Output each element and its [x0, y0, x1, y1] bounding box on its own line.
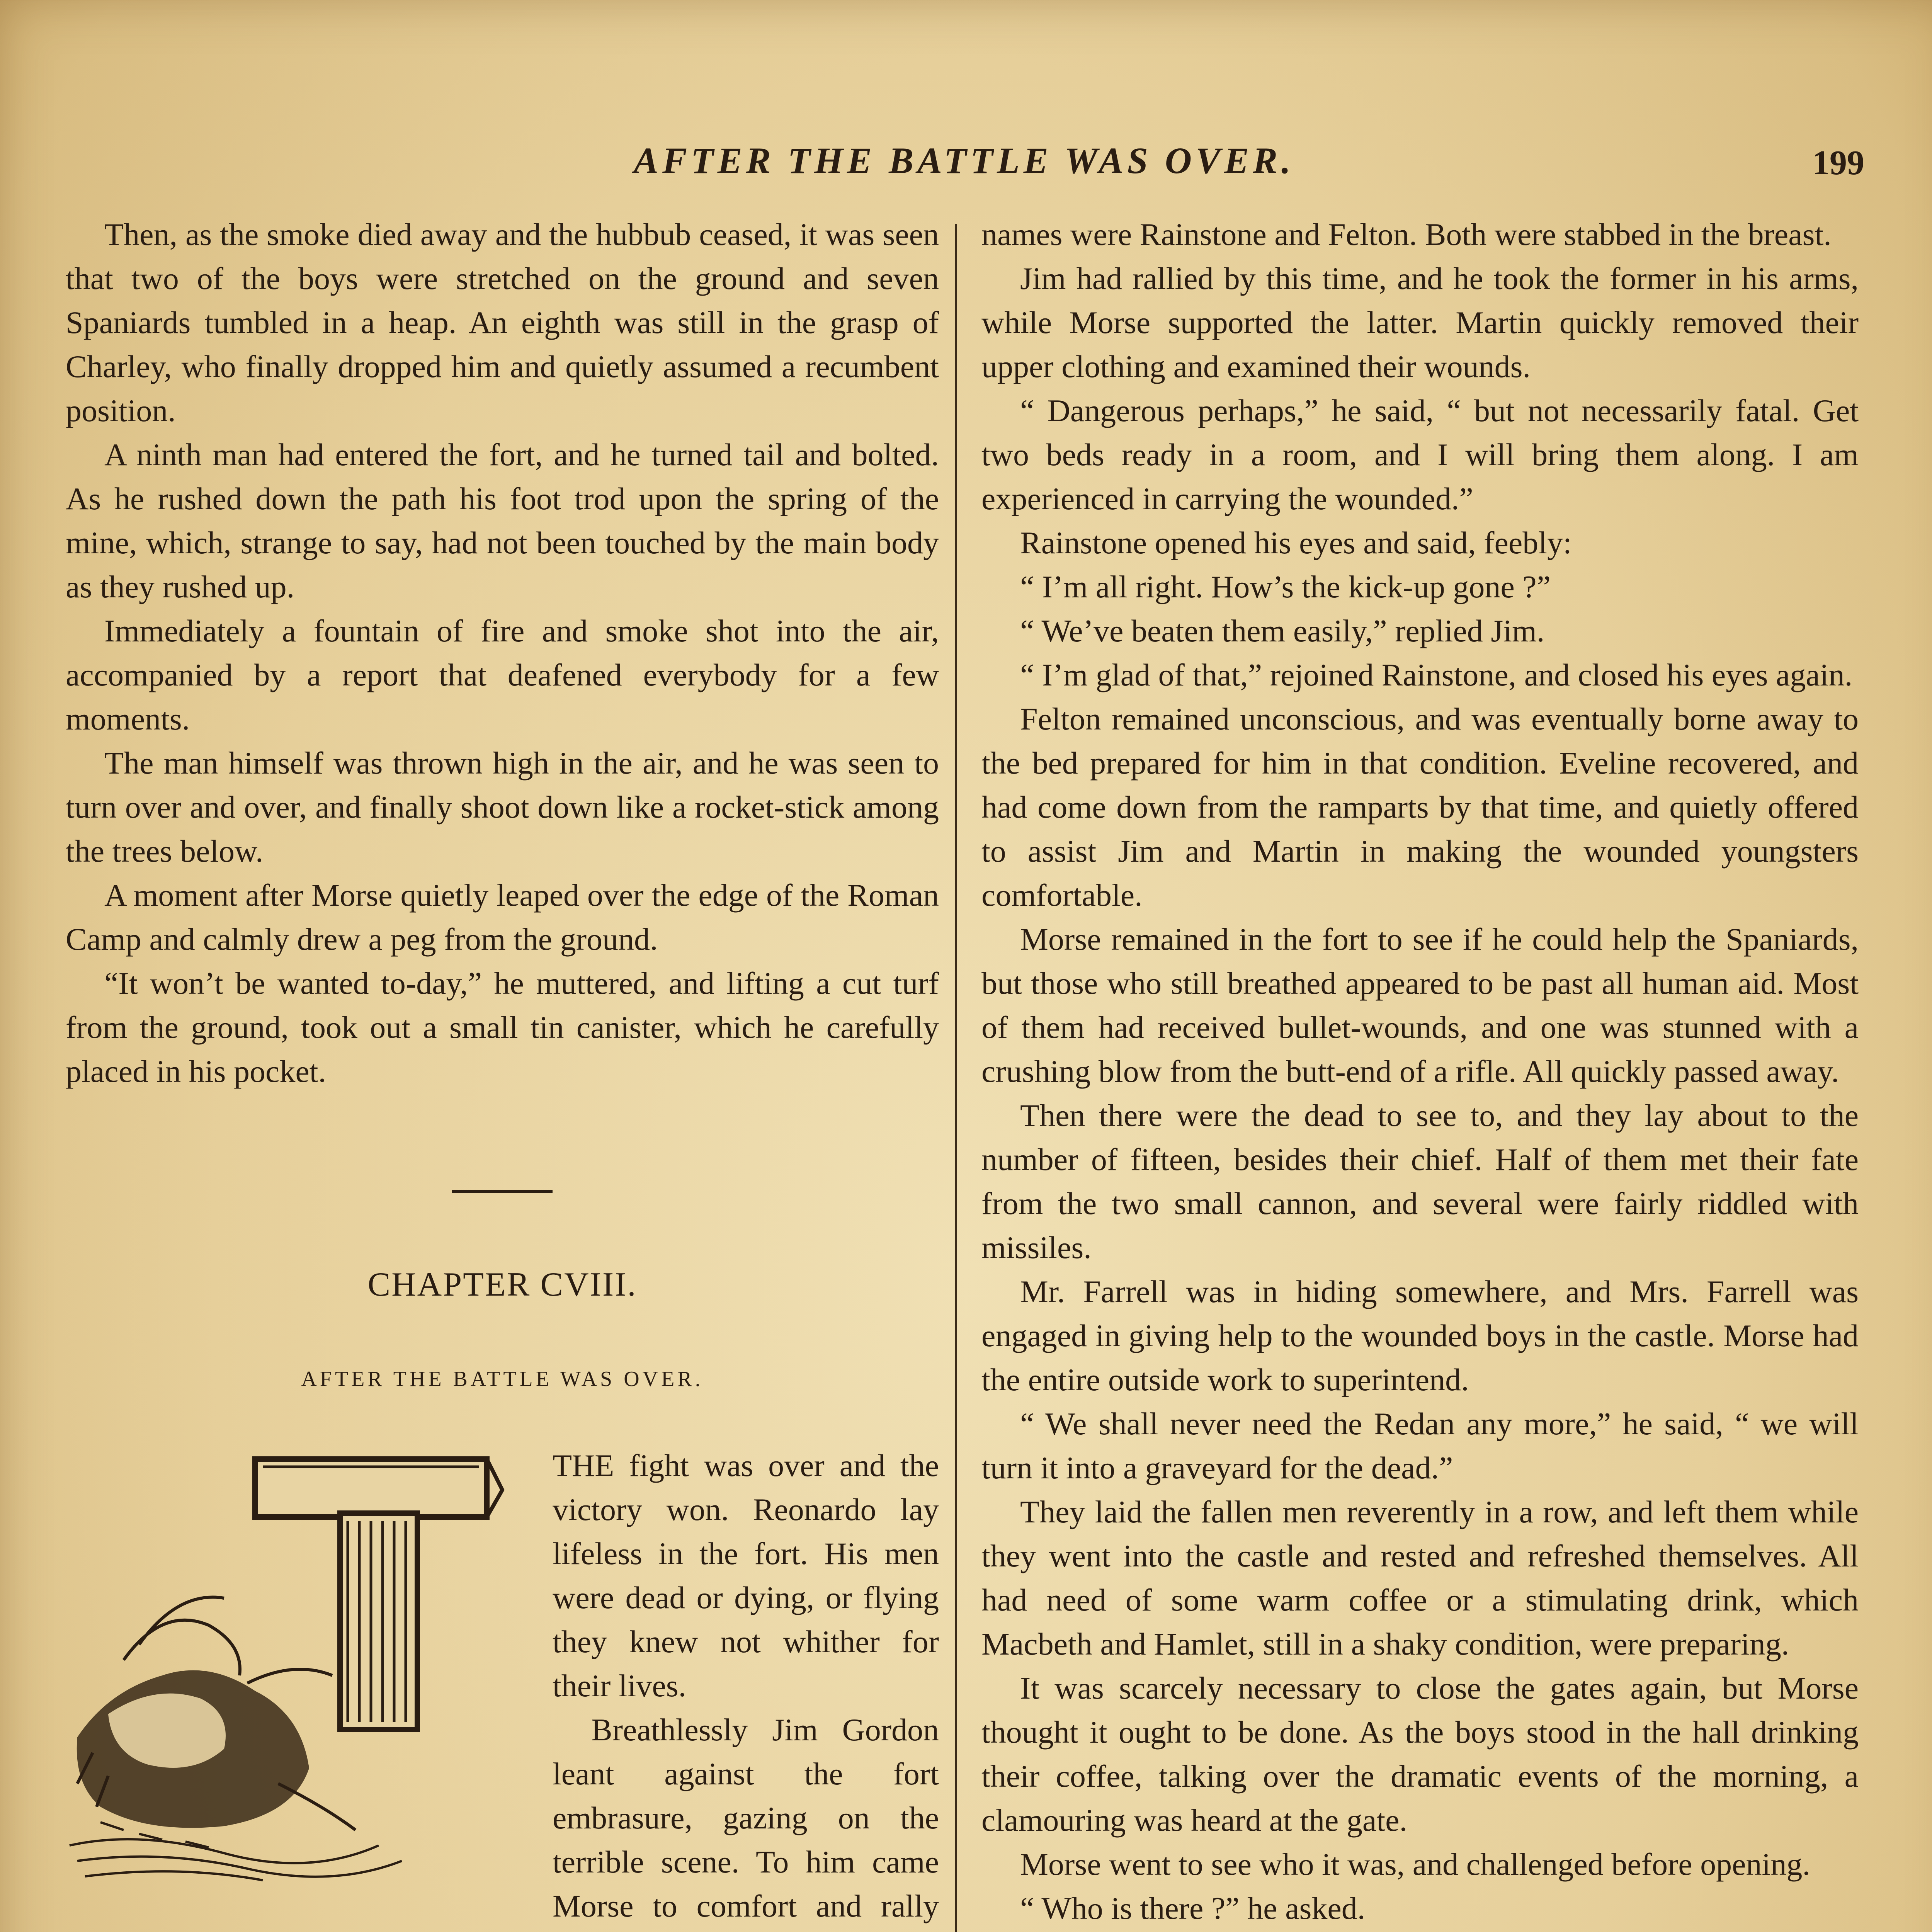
- paragraph: “ We’ve beaten them easily,” replied Jim.: [1020, 613, 1545, 648]
- paragraph: Felton remained unconscious, and was eventually borne away to the bed prepared for him in that condition. Eveline recovered, and had come down from the ramparts by that time, and quietly offered to assist Jim and Martin in making the wounded youngsters comfortable.: [981, 701, 1859, 913]
- paragraph: A moment after Morse quietly leaped over the edge of the Roman Camp and calmly drew a peg from the ground.: [66, 878, 939, 957]
- paragraph: Jim had rallied by this time, and he took the former in his arms, while Morse supported the latter. Martin quickly removed their upper clothing and examined their wounds.: [981, 261, 1859, 384]
- section-divider: [452, 1190, 553, 1193]
- paragraph: A ninth man had entered the fort, and he turned tail and bolted. As he rushed down the path his foot trod upon the spring of the mine, which, strange to say, had not been touched by the main body as they rushed up.: [66, 437, 939, 604]
- paragraph: Morse went to see who it was, and challenged before opening.: [1020, 1847, 1810, 1882]
- fallen-soldier-illustration-icon: [62, 1444, 533, 1888]
- paragraph: “ Dangerous perhaps,” he said, “ but not necessarily fatal. Get two beds ready in a room, and I will bring them along. I am experienced in carrying the wounded.”: [981, 393, 1859, 516]
- chapter-subtitle: AFTER THE BATTLE WAS OVER.: [301, 1367, 704, 1391]
- paragraph: “ I’m all right. How’s the kick-up gone ?”: [1020, 569, 1551, 604]
- running-title: AFTER THE BATTLE WAS OVER.: [634, 140, 1295, 181]
- paragraph: The man himself was thrown high in the air, and he was seen to turn over and over, and finally shoot down like a rocket-stick among the trees below.: [66, 745, 939, 869]
- left-column: [66, 213, 939, 1932]
- paragraph: Morse remained in the fort to see if he could help the Spaniards, but those who still breathed appeared to be past all human aid. Most of them had received bullet-wounds, and one was stunned with a crushing blow from the butt-end of a rifle. All quickly passed away.: [981, 922, 1859, 1089]
- paragraph: “It won’t be wanted to-day,” he muttered, and lifting a cut turf from the ground, took out a small tin canister, which he carefully placed in his pocket.: [66, 966, 939, 1089]
- page-number: 199: [1812, 144, 1864, 182]
- right-column: [981, 213, 1859, 1932]
- drop-cap-illustration: [62, 1444, 533, 1888]
- opening-text: HE fight was over and the victory won. Reonardo lay lifeless in the fort. His men were dead or dying, or flying they knew not whither for their lives.: [553, 1448, 939, 1703]
- paragraph: “ We shall never need the Redan any more,” he said, “ we will turn it into a graveyard for the dead.”: [981, 1406, 1859, 1485]
- paragraph: They laid the fallen men reverently in a row, and left them while they went into the castle and rested and refreshed themselves. All had need of some warm coffee or a stimulating drink, which Macbeth and Hamlet, still in a shaky condition, were preparing.: [981, 1494, 1859, 1662]
- column-divider: [955, 224, 957, 1932]
- paragraph: “ I’m glad of that,” rejoined Rainstone, and closed his eyes again.: [1020, 657, 1853, 692]
- paragraph: It was scarcely necessary to close the gates again, but Morse thought it ought to be done. As the boys stood in the hall drinking their coffee, talking over the dramatic events of the morning, a clamouring was heard at the gate.: [981, 1670, 1859, 1838]
- paragraph: Then, as the smoke died away and the hubbub ceased, it was seen that two of the boys were stretched on the ground and seven Spaniards tumbled in a heap. An eighth was still in the grasp of Charley, who finally dropped him and quietly assumed a recumbent position.: [66, 217, 939, 428]
- paragraph: [981, 1930, 1859, 1932]
- paragraph-continuation: names were Rainstone and Felton. Both were stabbed in the breast.: [981, 217, 1832, 252]
- drop-cap-letter: T: [553, 1448, 572, 1483]
- paragraph: “ Who is there ?” he asked.: [1020, 1891, 1366, 1926]
- paragraph: Immediately a fountain of fire and smoke shot into the air, accompanied by a report that deafened everybody for a few moments.: [66, 613, 939, 736]
- chapter-title: CHAPTER CVIII.: [367, 1266, 637, 1303]
- paragraph: Rainstone opened his eyes and said, feebly:: [1020, 525, 1572, 560]
- paragraph: Mr. Farrell was in hiding somewhere, and Mrs. Farrell was engaged in giving help to the wounded boys in the castle. Morse had the entire outside work to superintend.: [981, 1274, 1859, 1397]
- paragraph: Breathlessly Jim Gordon leant against the fort embrasure, gazing on the terrible scene. To him came Morse to comfort and rally: [553, 1712, 939, 1923]
- paragraph: Then there were the dead to see to, and they lay about to the number of fifteen, besides their chief. Half of them met their fate from the two small cannon, and several were fairly riddled with missiles.: [981, 1098, 1859, 1265]
